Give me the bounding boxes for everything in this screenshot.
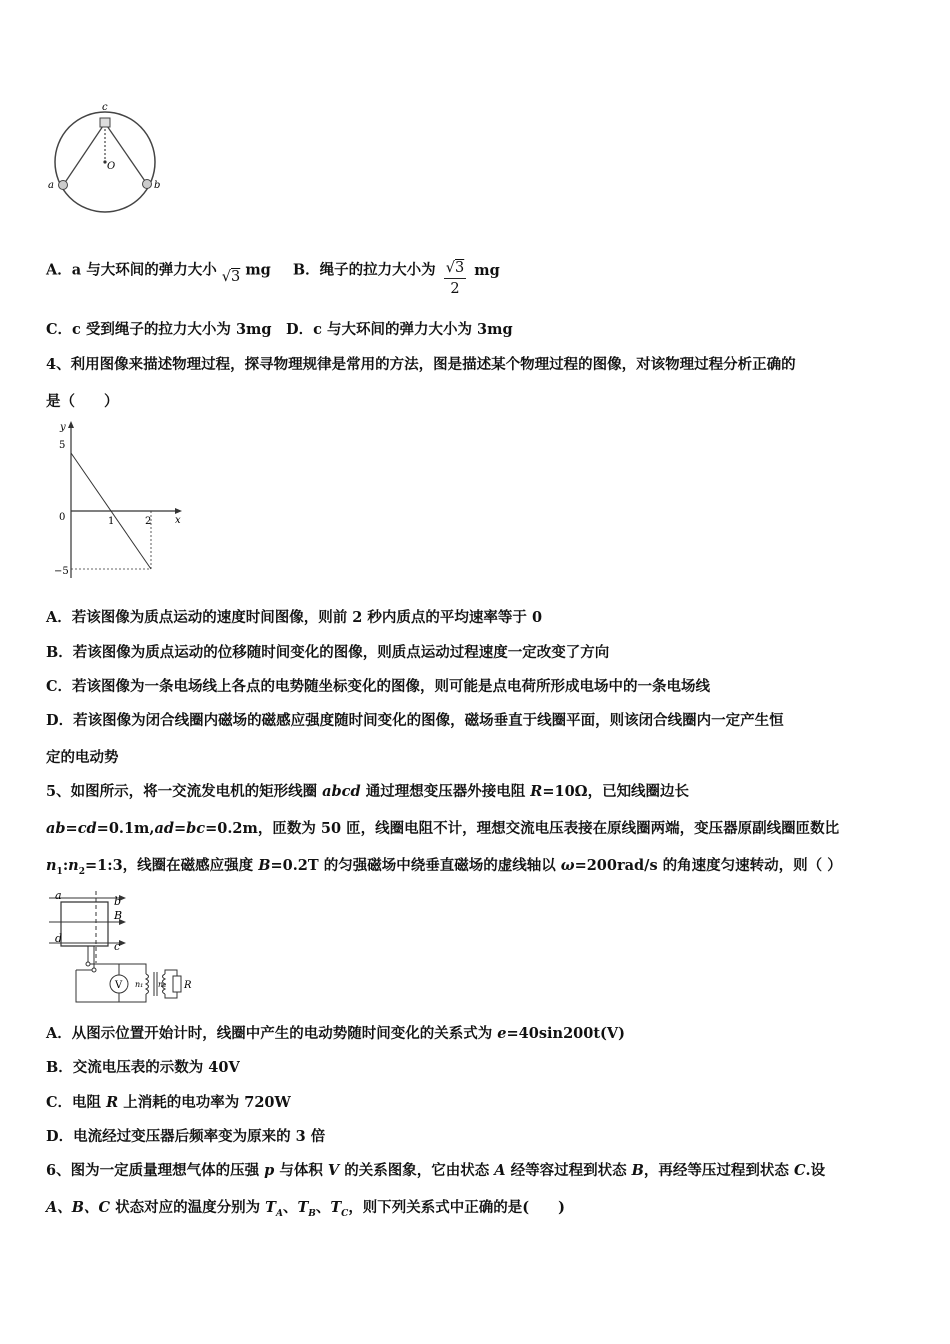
root-value: 3 (455, 260, 465, 276)
var-e: e (497, 1025, 507, 1042)
label-b: b (114, 895, 122, 908)
coil (61, 902, 108, 946)
text-run: =200rad/s 的角速度匀速转动，则（ ） (574, 857, 842, 874)
q5-option-b: B．交流电压表的示数为 40V (46, 1059, 240, 1076)
label-o: O (107, 161, 116, 172)
sqrt-three-a: √3 (221, 268, 241, 285)
q4-option-c: C．若该图像为一条电场线上各点的电势随坐标变化的图像，则可能是点电荷所形成电场中的一条电场线 (46, 678, 711, 695)
root-value: 3 (231, 268, 241, 285)
x-tick-1: 1 (108, 516, 115, 527)
text-run: 与体积 (274, 1162, 328, 1179)
var-ab: ab (46, 820, 66, 837)
primary-wire (90, 964, 146, 974)
resistor (173, 976, 181, 992)
subscript: B (308, 1208, 316, 1219)
fraction-numerator: √3 (444, 258, 466, 279)
text-run: ，再经等压过程到状态 (643, 1162, 794, 1179)
var-B: B (258, 857, 271, 874)
rope-cb (105, 123, 147, 184)
text-run: =40sin200t(V) (506, 1025, 626, 1042)
var-ad: ad (154, 820, 174, 837)
y-axis-arrow (68, 421, 74, 428)
q5-stem-line2 (46, 819, 839, 839)
q5-stem-line3 (46, 856, 842, 882)
var-bc: bc (186, 820, 206, 837)
text-run: 通过理想变压器外接电阻 (360, 783, 531, 800)
label-b: b (154, 180, 161, 191)
subscript: 1 (56, 866, 63, 877)
label-a: a (55, 889, 62, 902)
var-A: A (494, 1162, 506, 1179)
secondary-wire (165, 992, 177, 998)
y-tick-neg5: −5 (54, 566, 69, 577)
x-label: x (175, 515, 181, 526)
text-run: 、 (315, 1199, 331, 1216)
slip-ring (86, 962, 90, 966)
q3-option-a-text: A．a 与大环间的弹力大小 (46, 261, 217, 279)
q4-graph (50, 418, 200, 583)
slip-ring (92, 968, 96, 972)
text-run: =0.2m，匝数为 50 匝，线圈电阻不计，理想交流电压表接在原线圈两端，变压器原副线圈匝数比 (205, 820, 840, 837)
subscript: C (341, 1208, 349, 1219)
q3-option-a-unit: mg (245, 261, 271, 279)
q5-circuit-figure (46, 888, 196, 1010)
text-run: =0.2T 的匀强磁场中绕垂直磁场的虚线轴以 (270, 857, 561, 874)
text-run: 经等容过程到状态 (505, 1162, 632, 1179)
bead-b (143, 180, 152, 189)
subscript: 2 (78, 866, 85, 877)
var-T: T (297, 1199, 309, 1216)
label-R: R (184, 980, 192, 991)
text-run: A．从图示位置开始计时，线圈中产生的电动势随时间变化的关系式为 (46, 1025, 498, 1042)
q3-option-b-unit: mg (474, 261, 500, 279)
text-run: =10Ω，已知线圈边长 (542, 783, 690, 800)
var-R: R (106, 1094, 119, 1111)
q6-stem-line2 (46, 1198, 565, 1224)
q4-stem-line2: 是（ ） (46, 393, 119, 410)
text-run: 5、如图所示，将一交流发电机的矩形线圈 (46, 783, 323, 800)
text-run: : (62, 857, 69, 874)
q4-option-b: B．若该图像为质点运动的位移随时间变化的图像，则质点运动过程速度一定改变了方向 (46, 644, 610, 661)
var-n1: n (46, 857, 57, 874)
bead-c (100, 118, 110, 127)
q5-stem-line1 (46, 782, 689, 802)
label-c: c (102, 102, 108, 113)
q4-option-d-line2: 定的电动势 (46, 749, 119, 766)
var-B: B (631, 1162, 644, 1179)
q4-option-a: A．若该图像为质点运动的速度时间图像，则前 2 秒内质点的平均速率等于 0 (46, 609, 543, 626)
var-n2: n (68, 857, 79, 874)
label-d: d (55, 932, 63, 945)
text-run: 的关系图象，它由状态 (339, 1162, 495, 1179)
q5-option-c (46, 1093, 291, 1113)
var-abcd: abcd (322, 783, 361, 800)
y-label: y (60, 422, 66, 433)
origin-label: 0 (59, 512, 66, 523)
ring-figure (44, 98, 174, 218)
q4-stem-line1: 4、利用图像来描述物理过程，探寻物理规律是常用的方法，图是描述某个物理过程的图像，对该物理过程分析正确的 (46, 356, 796, 373)
subscript: A (275, 1208, 283, 1219)
text-run: 6、图为一定质量理想气体的压强 (46, 1162, 265, 1179)
text-run: C．电阻 (46, 1094, 107, 1111)
q3-options-cd: C．c 受到绳子的拉力大小为 3mg D．c 与大环间的弹力大小为 3mg (46, 321, 513, 338)
var-V: V (327, 1162, 340, 1179)
secondary-wire (165, 970, 177, 976)
label-n1: n₁ (135, 980, 144, 989)
bead-a (59, 181, 68, 190)
var-T: T (330, 1199, 342, 1216)
rope-ca (64, 123, 105, 184)
q6-stem-line1 (46, 1161, 825, 1181)
var-p: p (264, 1162, 275, 1179)
text-run: =0.1m, (96, 820, 155, 837)
text-run: = (174, 820, 187, 837)
var-cd: cd (77, 820, 97, 837)
voltmeter-label: V (115, 980, 123, 991)
fraction-denominator: 2 (450, 281, 460, 297)
q5-option-a (46, 1024, 625, 1044)
q3-options-ab (46, 250, 500, 297)
text-run: 、 (282, 1199, 298, 1216)
x-tick-2: 2 (145, 516, 152, 527)
y-tick-5: 5 (59, 440, 66, 451)
q4-option-d-line1: D．若该图像为闭合线圈内磁场的磁感应强度随时间变化的图像，磁场垂直于线圈平面，则该闭合线圈内一定产生恒 (46, 712, 784, 729)
var-ABC: A、B、C (46, 1199, 111, 1216)
q5-option-d: D．电流经过变压器后频率变为原来的 3 倍 (46, 1128, 326, 1145)
label-B: B (114, 909, 123, 922)
text-run: 状态对应的温度分别为 (110, 1199, 266, 1216)
label-n2: n₂ (158, 980, 167, 989)
var-omega: ω (560, 857, 575, 874)
label-c: c (114, 940, 121, 953)
text-run: 上消耗的电功率为 720W (118, 1094, 291, 1111)
text-run: ，则下列关系式中正确的是( ) (348, 1199, 566, 1216)
var-R: R (530, 783, 543, 800)
var-T: T (265, 1199, 276, 1216)
text-run: .设 (805, 1162, 826, 1179)
label-a: a (48, 180, 54, 191)
primary-coil (146, 974, 149, 994)
var-C: C (793, 1162, 806, 1179)
q3-option-b-text: B．绳子的拉力大小为 (292, 261, 436, 279)
text-run: =1:3，线圈在磁感应强度 (84, 857, 259, 874)
text-run: = (65, 820, 78, 837)
x-axis-arrow (175, 508, 182, 514)
fraction-sqrt3-over-2 (444, 258, 466, 299)
